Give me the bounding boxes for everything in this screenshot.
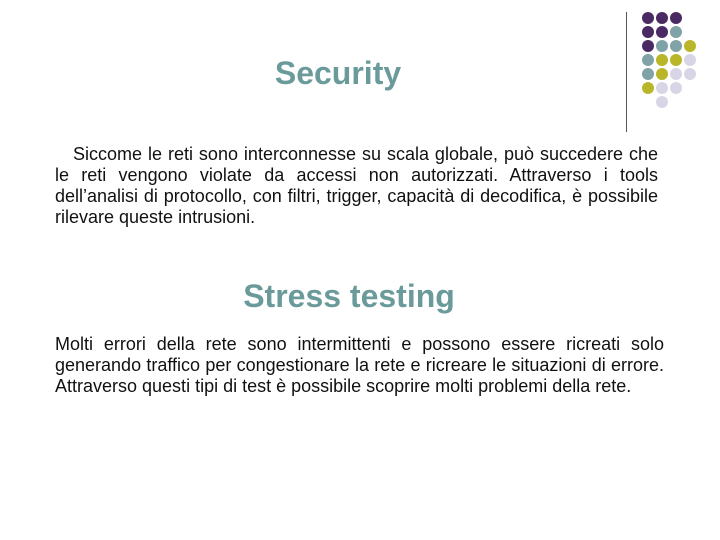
section-title-stress-testing: Stress testing — [243, 278, 455, 314]
decorative-dot — [642, 12, 654, 24]
decorative-dot — [656, 26, 668, 38]
section-title-security: Security — [274, 55, 402, 91]
decorative-dot — [656, 12, 668, 24]
decorative-dot — [656, 96, 668, 108]
decorative-dot — [642, 26, 654, 38]
decorative-dot — [684, 40, 696, 52]
decorative-dot — [670, 12, 682, 24]
section-text-stress-testing: Molti errori della rete sono intermittenti e possono essere ricreati solo generando traffico per congestionare la rete e ricreare le situazioni di errore. Attraverso questi tipi di test è possibile scoprire molti problemi della rete. — [55, 334, 664, 396]
decorative-dot — [670, 40, 682, 52]
section-text-security: Siccome le reti sono interconnesse su scala globale, può succedere che le reti vengono violate da accessi non autorizzati. Attraverso i tools dell’analisi di protocollo, con filtri, trigger, capacità di decodifica, è possibile rilevare queste intrusioni. — [55, 144, 658, 227]
decorative-dot — [670, 26, 682, 38]
decorative-dot — [656, 40, 668, 52]
decorative-dot — [642, 40, 654, 52]
